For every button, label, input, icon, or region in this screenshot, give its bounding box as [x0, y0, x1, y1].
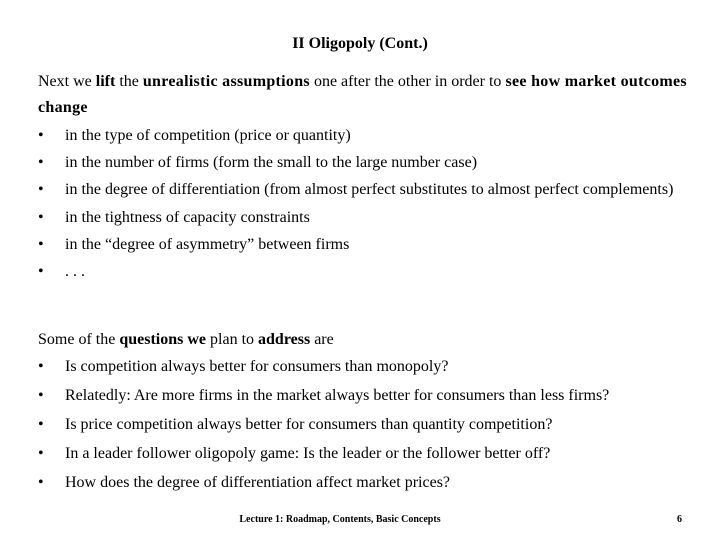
- question-text: Relatedly: Are more firms in the market always better for consumers than less firms?: [65, 387, 610, 404]
- bullet-icon: •: [38, 416, 44, 433]
- questions-intro-paragraph: [38, 327, 688, 353]
- assumption-text: in the number of firms (form the small to the large number case): [65, 154, 478, 171]
- assumption-text: in the “degree of asymmetry” between firms: [65, 236, 350, 253]
- questions-intro-address: address: [258, 331, 311, 348]
- list-item: [38, 441, 688, 467]
- assumptions-list: [38, 123, 688, 286]
- bullet-icon: •: [38, 445, 44, 462]
- bullet-icon: •: [38, 358, 44, 375]
- question-text: How does the degree of differentiation affect market prices?: [65, 474, 451, 491]
- questions-intro-text-3: plan to: [206, 331, 259, 348]
- assumption-text: . . .: [65, 263, 85, 280]
- list-item: [38, 259, 688, 285]
- intro-paragraph: [38, 69, 688, 121]
- bullet-icon: •: [38, 181, 44, 198]
- page-number: 6: [677, 514, 682, 525]
- list-item: [38, 205, 688, 231]
- intro-text-2: the: [115, 73, 143, 90]
- questions-intro-questions: questions: [119, 331, 184, 348]
- questions-intro-we: we: [187, 331, 207, 348]
- questions-list: [38, 354, 688, 499]
- questions-intro-text-4: are: [310, 331, 334, 348]
- assumption-text: in the tightness of capacity constraints: [65, 209, 310, 226]
- list-item: [38, 150, 688, 176]
- question-text: Is competition always better for consumers than monopoly?: [65, 358, 449, 375]
- slide-title: II Oligopoly (Cont.): [292, 35, 428, 52]
- list-item: [38, 470, 688, 496]
- list-item: [38, 412, 688, 438]
- question-text: Is price competition always better for consumers than quantity competition?: [65, 416, 553, 433]
- intro-lift: lift: [95, 73, 116, 90]
- list-item: [38, 232, 688, 258]
- list-item: [38, 383, 688, 409]
- footer-lecture-title: Lecture 1: Roadmap, Contents, Basic Concepts: [239, 514, 441, 525]
- intro-unrealistic-assumptions: unrealistic assumptions: [142, 73, 310, 90]
- bullet-icon: •: [38, 209, 44, 226]
- intro-text-3: one after the other in order to: [309, 73, 506, 90]
- bullet-icon: •: [38, 154, 44, 171]
- bullet-icon: •: [38, 236, 44, 253]
- question-text: In a leader follower oligopoly game: Is the leader or the follower better off?: [65, 445, 551, 462]
- list-item: [38, 354, 688, 380]
- assumption-text: in the degree of differentiation (from almost perfect substitutes to almost perfect complements): [65, 181, 674, 198]
- assumption-text: in the type of competition (price or quantity): [65, 127, 351, 144]
- bullet-icon: •: [38, 474, 44, 491]
- bullet-icon: •: [38, 263, 44, 280]
- intro-text-1: Next we: [38, 73, 96, 90]
- bullet-icon: •: [38, 387, 44, 404]
- list-item: [38, 177, 688, 202]
- questions-intro-text-1: Some of the: [38, 331, 120, 348]
- intro-see-how-market-outcomes-change: see how market outcomes change: [38, 73, 687, 116]
- bullet-icon: •: [38, 127, 44, 144]
- list-item: [38, 123, 688, 149]
